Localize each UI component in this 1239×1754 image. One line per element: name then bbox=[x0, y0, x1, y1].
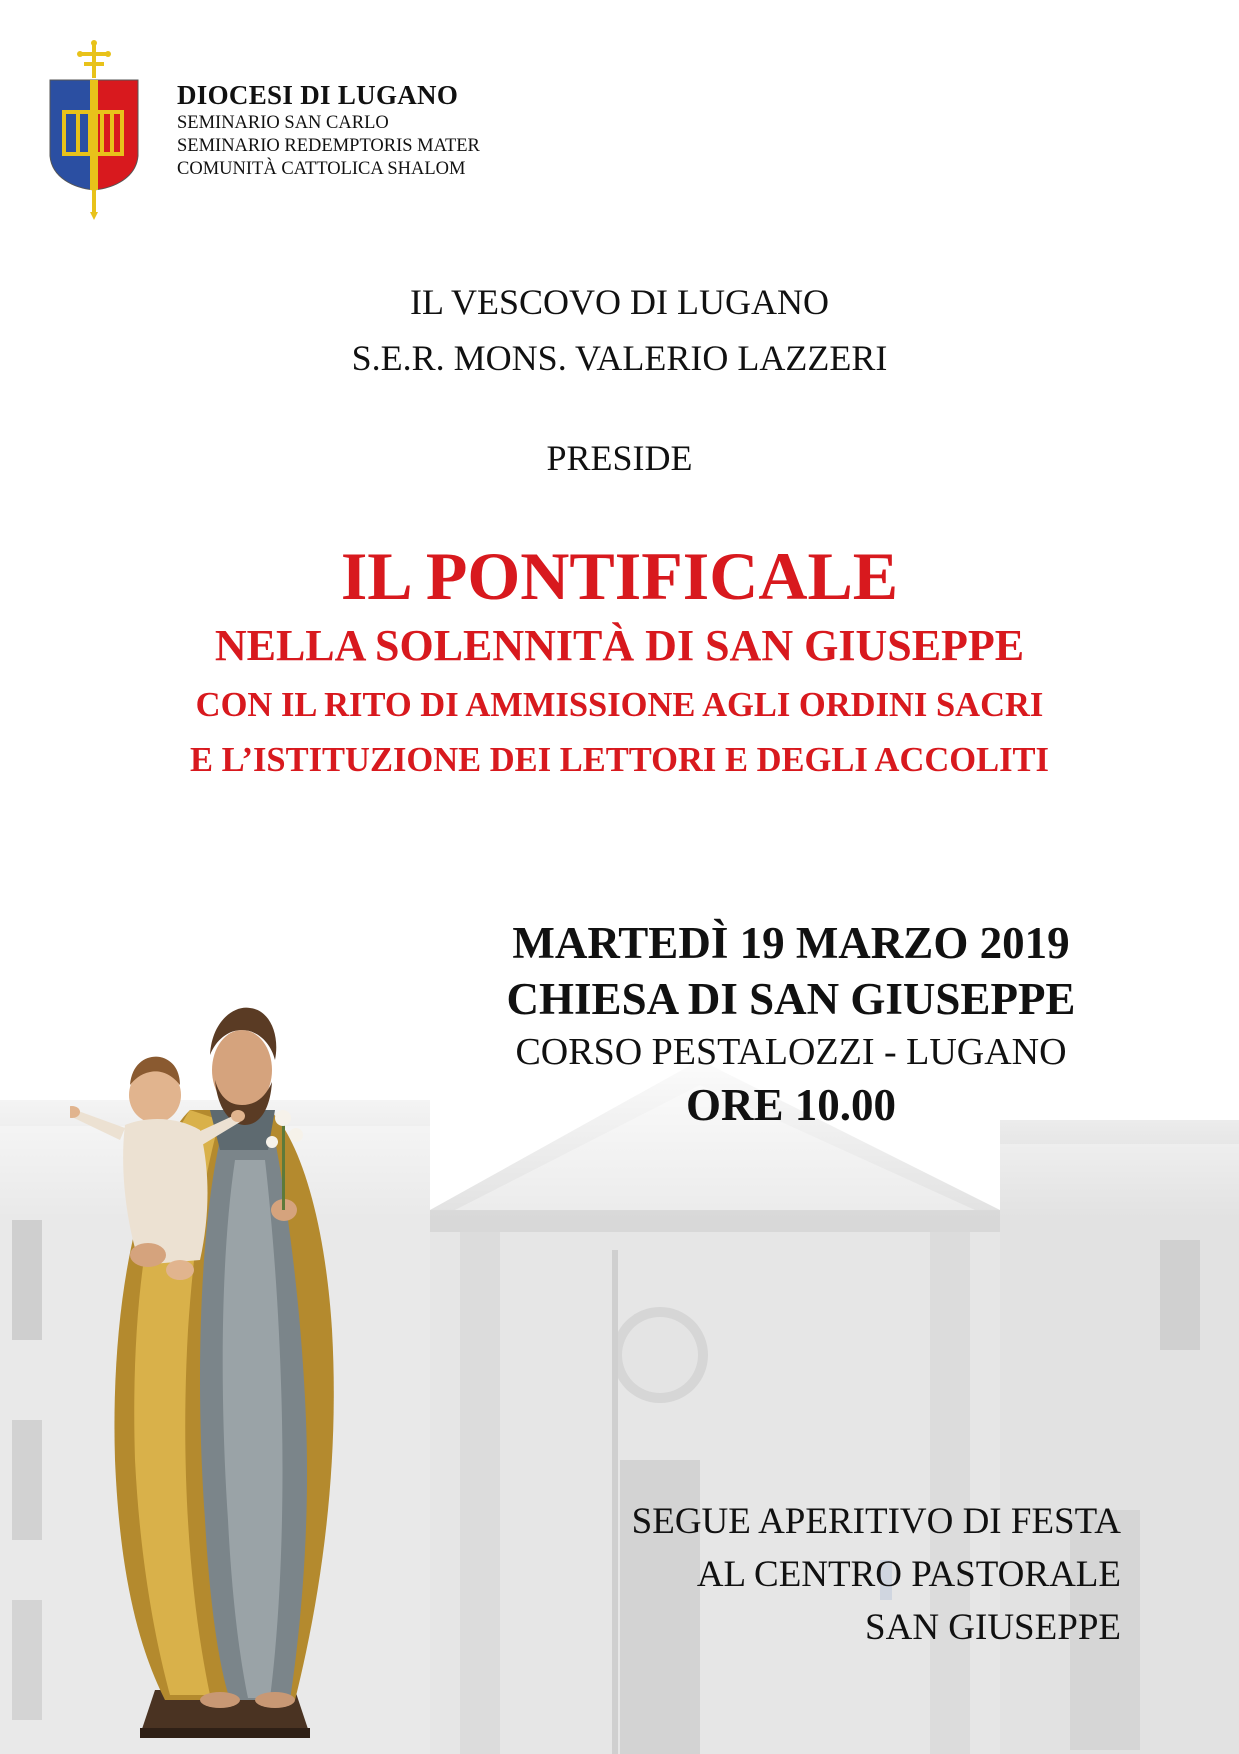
reception-line-2: AL CENTRO PASTORALE bbox=[696, 1554, 1121, 1595]
event-church: CHIESA DI SAN GIUSEPPE bbox=[506, 974, 1076, 1024]
header bbox=[177, 78, 480, 181]
header-line-comunita-shalom: COMUNITÀ CATTOLICA SHALOM bbox=[177, 159, 466, 179]
event-title: IL PONTIFICALE bbox=[340, 538, 899, 614]
bishop-name: S.E.R. MONS. VALERIO LAZZERI bbox=[351, 338, 888, 378]
event-date: MARTEDÌ 19 MARZO 2019 bbox=[512, 918, 1070, 968]
event-title-block bbox=[0, 536, 1239, 788]
event-subtitle: NELLA SOLENNITÀ DI SAN GIUSEPPE bbox=[214, 621, 1025, 670]
presides-text: PRESIDE bbox=[546, 438, 693, 478]
event-time: ORE 10.00 bbox=[685, 1080, 896, 1130]
reception-note bbox=[632, 1495, 1121, 1654]
presides-block bbox=[0, 430, 1239, 486]
rite-line-2: E L’ISTITUZIONE DEI LETTORI E DEGLI ACCOLITI bbox=[190, 741, 1049, 779]
bishop-title: IL VESCOVO DI LUGANO bbox=[410, 282, 829, 322]
rite-line-1: CON IL RITO DI AMMISSIONE AGLI ORDINI SACRI bbox=[195, 686, 1044, 724]
event-details bbox=[385, 915, 1197, 1133]
diocese-coat-of-arms-icon bbox=[44, 40, 144, 220]
bishop-block bbox=[0, 274, 1239, 386]
saint-joseph-statue-image bbox=[70, 1000, 400, 1740]
header-line-redemptoris-mater: SEMINARIO REDEMPTORIS MATER bbox=[177, 136, 480, 156]
reception-line-3: SAN GIUSEPPE bbox=[865, 1607, 1121, 1648]
organization-name: DIOCESI DI LUGANO bbox=[177, 80, 459, 110]
header-line-seminario-san-carlo: SEMINARIO SAN CARLO bbox=[177, 113, 389, 133]
event-address: CORSO PESTALOZZI - LUGANO bbox=[515, 1031, 1067, 1073]
reception-line-1: SEGUE APERITIVO DI FESTA bbox=[631, 1501, 1121, 1542]
